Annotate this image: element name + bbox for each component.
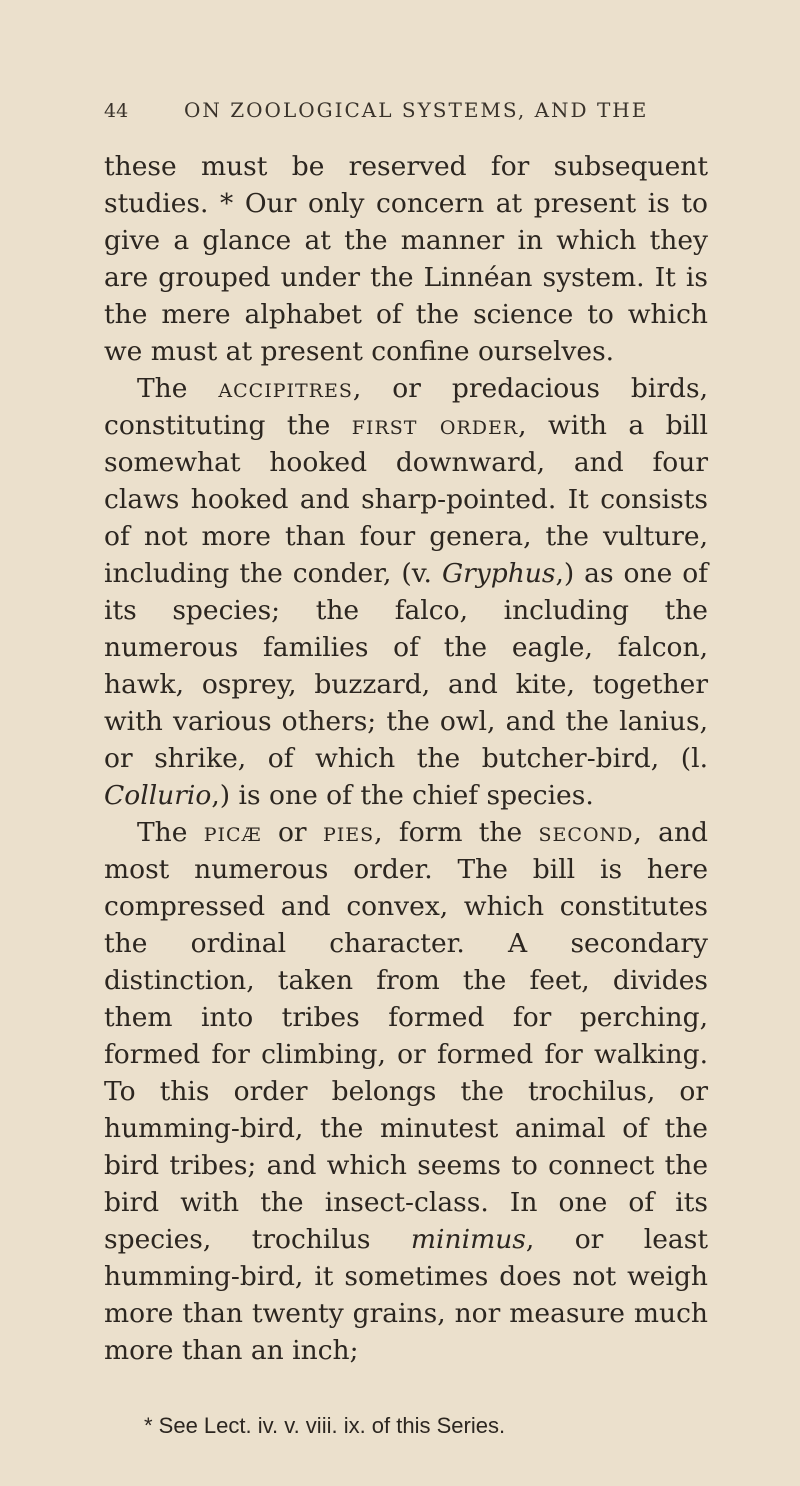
species-gryphus: Gryphus (441, 558, 556, 589)
text-span: The (137, 817, 204, 848)
paragraph-1: these must be reserved for subsequent studies. * Our only concern at present is to give a glance at the manner in which they are grouped under the Linnéan system. It is the mere alphabet of the science to which we must at present confine ourselves. (104, 151, 708, 367)
text-span: The (137, 373, 219, 404)
species-minimus: minimus (410, 1224, 526, 1255)
term-second: second (538, 817, 634, 848)
text-span: , with a bill somewhat hooked downward, and four claws hooked and sharp-pointed. It consists of not more than four genera, the vulture, including the conder, (v. (104, 410, 708, 589)
text-span: or (261, 817, 323, 848)
text-span: , or predacious birds, constituting the (104, 373, 708, 441)
page-number: 44 (104, 100, 129, 122)
species-collurio: Collurio (104, 780, 212, 811)
running-head-title: ON ZOOLOGICAL SYSTEMS, AND THE (184, 98, 649, 122)
running-head (104, 98, 708, 138)
term-pies: pies (322, 817, 375, 848)
book-page (0, 98, 800, 1486)
text-span: , or least humming-bird, it sometimes does not weigh more than twenty grains, nor measure much more than an inch; (104, 1224, 708, 1366)
term-accipitres: accipitres (218, 373, 353, 404)
term-first-order: first order (351, 410, 519, 441)
text-span: ,) is one of the chief species. (211, 780, 594, 811)
text-span: , and most numerous order. The bill is here compressed and convex, which constitutes the ordinal character. A secondary distinction, taken from the feet, divides them into tribes formed for perching, formed for climbing, or formed for walking. To this order belongs the trochilus, or humming-bird, the minutest animal of the bird tribes; and which seems to connect the bird with the insect-class. In one of its species, trochilus (104, 817, 708, 1255)
term-picae: picæ (203, 817, 262, 848)
body-text (104, 148, 708, 1369)
text-span: ,) as one of its species; the falco, including the numerous families of the eagle, falcon, hawk, osprey, buzzard, and kite, together with various others; the owl, and the lanius, or shrike, of which the butcher-bird, (l. (104, 558, 708, 774)
paragraph-3 (104, 814, 708, 1369)
footnote: * See Lect. iv. v. viii. ix. of this Series. (144, 1413, 506, 1438)
text-span: , form the (374, 817, 539, 848)
paragraph-2 (104, 370, 708, 814)
